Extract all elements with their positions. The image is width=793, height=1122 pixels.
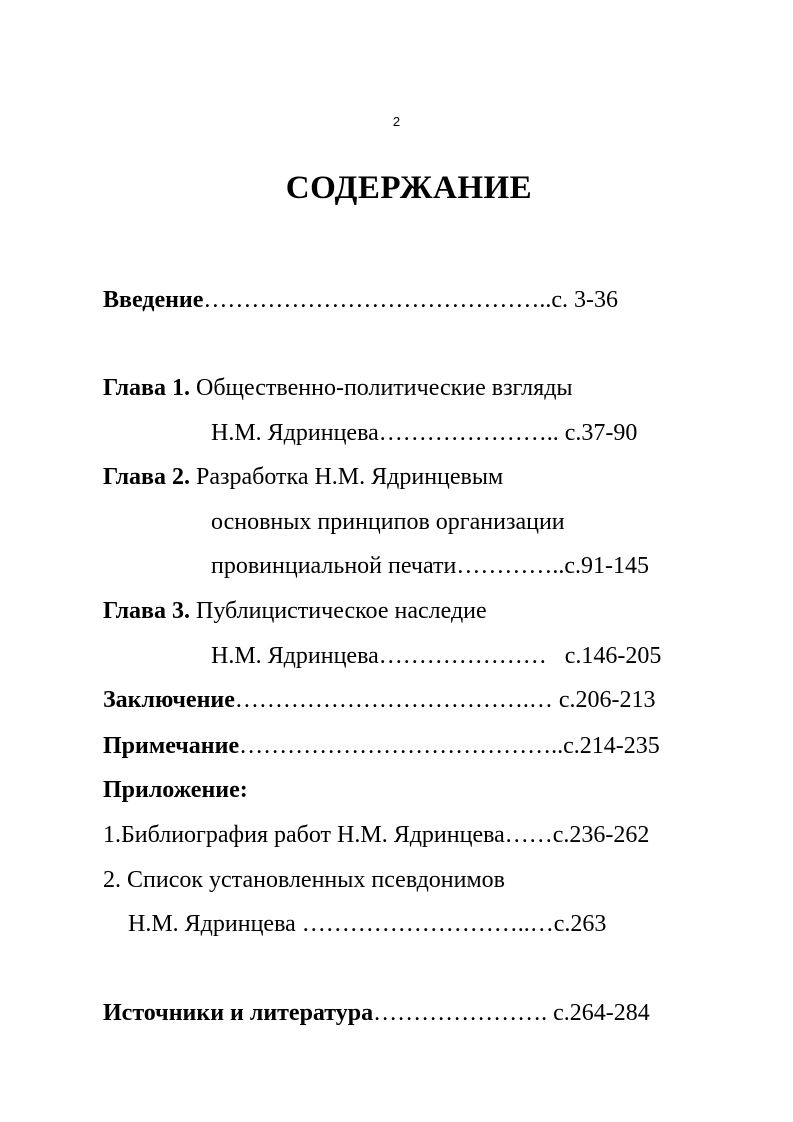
toc-title: Разработка Н.М. Ядринцевым: [190, 464, 504, 490]
toc-entry-chapter2-cont: [211, 507, 565, 537]
toc-label: Глава 1.: [103, 375, 190, 401]
toc-entry-chapter3-cont: [211, 641, 661, 671]
toc-page: с.146-205: [564, 643, 662, 669]
toc-page: с.37-90: [564, 420, 638, 446]
toc-dots: …………..: [456, 553, 565, 579]
toc-title: Общественно-политические взгляды: [190, 375, 573, 401]
toc-title: Н.М. Ядринцева: [211, 420, 379, 446]
toc-label: Примечание: [103, 733, 240, 759]
toc-title: Н.М. Ядринцева: [211, 643, 379, 669]
toc-page: с.264-284: [553, 1000, 650, 1026]
toc-page: с.206-213: [558, 687, 656, 713]
toc-entry-chapter1-cont: [211, 418, 637, 448]
toc-label: Введение: [103, 287, 204, 313]
toc-entry-notes: [103, 731, 660, 761]
toc-label: Заключение: [103, 687, 235, 713]
toc-title: 1.Библиография работ Н.М. Ядринцева: [103, 822, 505, 848]
toc-page: с.236-262: [552, 822, 650, 848]
toc-dots: ……………………………………..: [203, 287, 552, 313]
toc-label: Приложение:: [103, 777, 248, 803]
toc-title: Публицистическое наследие: [190, 598, 487, 624]
toc-label: Глава 2.: [103, 464, 190, 490]
toc-page: с.214-235: [563, 733, 660, 759]
toc-page: с.263: [553, 911, 607, 937]
toc-entry-appendix-item2: [103, 865, 505, 895]
toc-page: с. 3-36: [551, 287, 619, 313]
toc-entry-chapter3: [103, 596, 487, 626]
toc-dots: …………………..: [378, 420, 565, 446]
toc-entry-appendix-item1: [103, 820, 649, 850]
page-number: 2: [392, 114, 401, 129]
toc-dots: …………………: [378, 643, 565, 669]
toc-entry-appendix-item2-cont: [128, 909, 606, 939]
toc-entry-conclusion: [103, 685, 656, 715]
toc-dots: ……: [504, 822, 553, 848]
toc-title: Н.М. Ядринцева: [128, 911, 302, 937]
toc-entry-chapter1: [103, 373, 573, 403]
toc-dots: ……………………………….…: [234, 687, 559, 713]
toc-title: провинциальной печати: [211, 553, 457, 579]
toc-entry-sources: [103, 998, 650, 1028]
toc-entry-chapter2: [103, 462, 503, 492]
toc-entry-chapter2-cont2: [211, 551, 649, 581]
toc-dots: …………………………………..: [239, 733, 564, 759]
toc-title: 2. Список установленных псевдонимов: [103, 867, 505, 893]
toc-entry-appendix: [103, 775, 248, 805]
toc-label: Источники и литература: [103, 1000, 374, 1026]
toc-entry-intro: [103, 285, 618, 315]
toc-dots: ………………….: [373, 1000, 554, 1026]
toc-title: основных принципов организации: [211, 509, 565, 535]
toc-page: с.91-145: [564, 553, 650, 579]
page-title: СОДЕРЖАНИЕ: [285, 170, 533, 206]
toc-dots: ………………………..…: [301, 911, 554, 937]
toc-label: Глава 3.: [103, 598, 190, 624]
